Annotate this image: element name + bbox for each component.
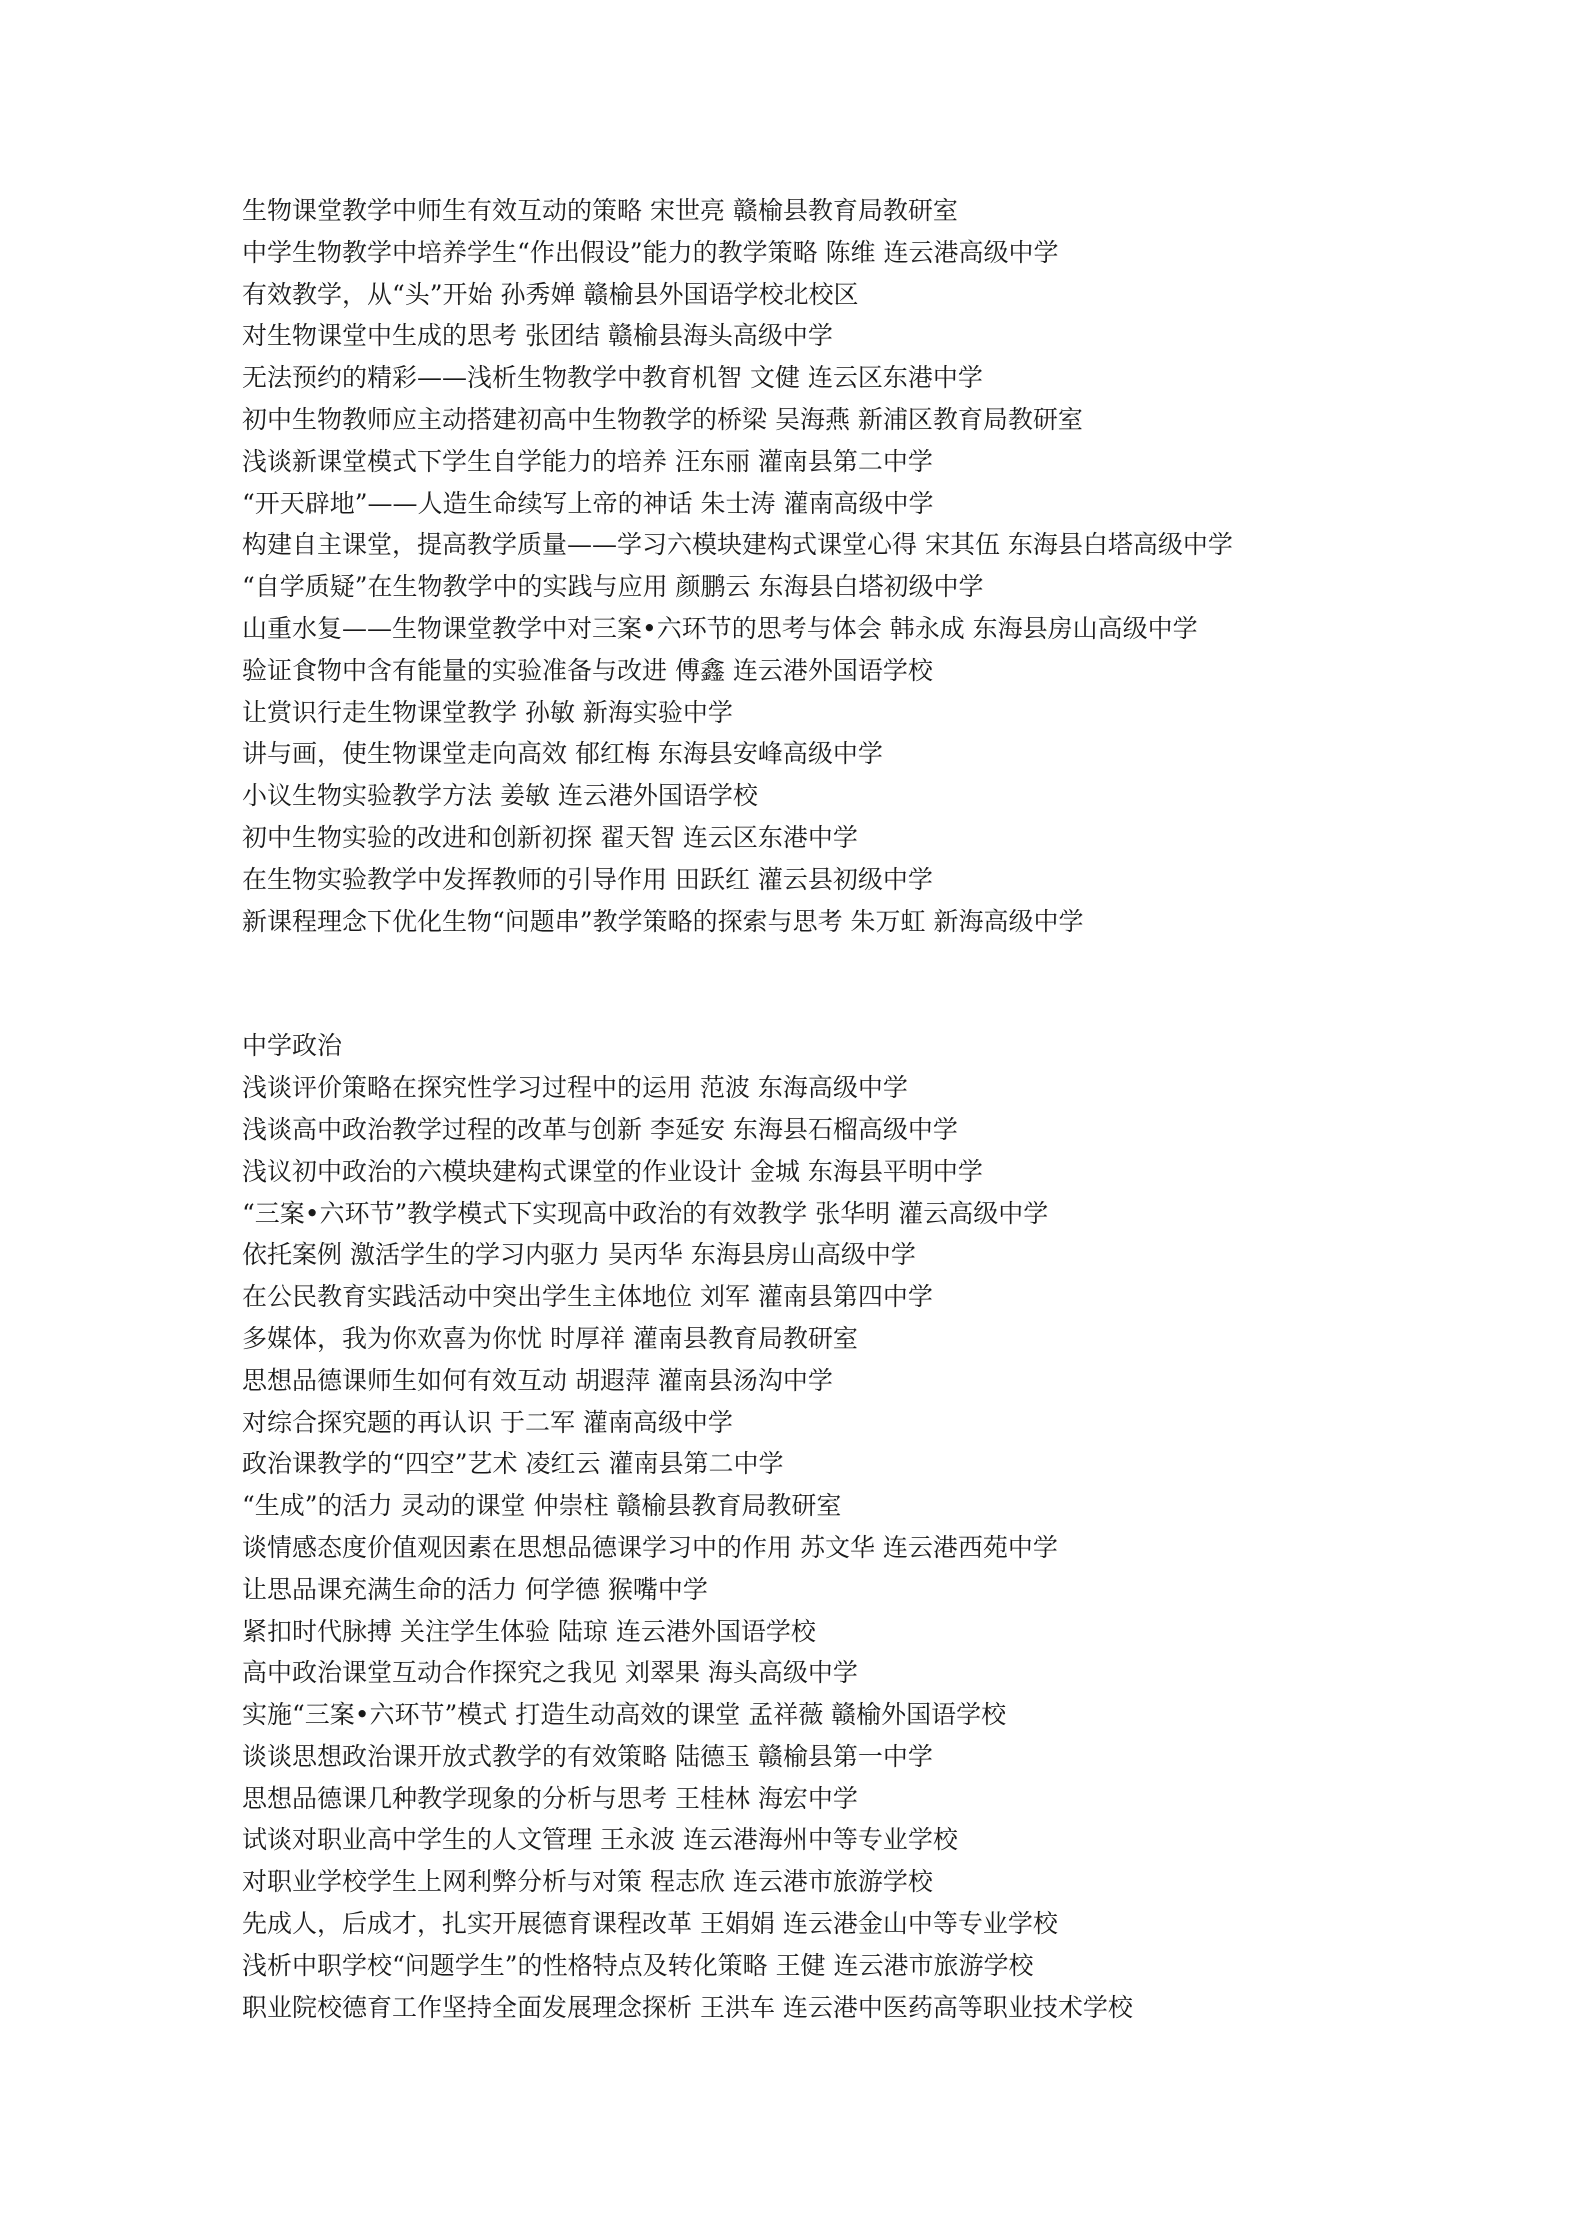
- list-item: 谈情感态度价值观因素在思想品德课学习中的作用 苏文华 连云港西苑中学: [242, 1532, 1058, 1562]
- list-item: 初中生物实验的改进和创新初探 翟天智 连云区东港中学: [242, 822, 858, 852]
- list-item: 小议生物实验教学方法 姜敏 连云港外国语学校: [242, 781, 758, 811]
- list-item: 让思品课充满生命的活力 何学德 猴嘴中学: [242, 1574, 708, 1604]
- list-item: 构建自主课堂，提高教学质量——学习六模块建构式课堂心得 宋其伍 东海县白塔高级中学: [242, 530, 1233, 560]
- list-item: 中学生物教学中培养学生“作出假设”能力的教学策略 陈维 连云港高级中学: [242, 237, 1059, 267]
- list-item: 新课程理念下优化生物“问题串”教学策略的探索与思考 朱万虹 新海高级中学: [242, 906, 1084, 936]
- list-item: 在公民教育实践活动中突出学生主体地位 刘军 灌南县第四中学: [242, 1282, 933, 1312]
- section-spacer: [242, 942, 1442, 1025]
- list-item: 政治课教学的“四空”艺术 凌红云 灌南县第二中学: [242, 1449, 784, 1479]
- list-item: “三案•六环节”教学模式下实现高中政治的有效教学 张华明 灌云高级中学: [242, 1198, 1049, 1228]
- list-item: 职业院校德育工作坚持全面发展理念探析 王洪车 连云港中医药高等职业技术学校: [242, 1992, 1133, 2022]
- document-page: [242, 190, 1442, 2028]
- list-item: 对生物课堂中生成的思考 张团结 赣榆县海头高级中学: [242, 321, 833, 351]
- list-item: 依托案例 激活学生的学习内驱力 吴丙华 东海县房山高级中学: [242, 1240, 916, 1270]
- list-item: 讲与画，使生物课堂走向高效 郁红梅 东海县安峰高级中学: [242, 739, 883, 769]
- list-item: “开天辟地”——人造生命续写上帝的神话 朱士涛 灌南高级中学: [242, 488, 934, 518]
- list-item: 浅谈评价策略在探究性学习过程中的运用 范波 东海高级中学: [242, 1073, 908, 1103]
- list-item: 思想品德课师生如何有效互动 胡遐萍 灌南县汤沟中学: [242, 1365, 833, 1395]
- list-item: 思想品德课几种教学现象的分析与思考 王桂林 海宏中学: [242, 1783, 858, 1813]
- list-item: 浅析中职学校“问题学生”的性格特点及转化策略 王健 连云港市旅游学校: [242, 1950, 1034, 1980]
- list-item: 紧扣时代脉搏 关注学生体验 陆琼 连云港外国语学校: [242, 1616, 816, 1646]
- list-item: 先成人，后成才，扎实开展德育课程改革 王娟娟 连云港金山中等专业学校: [242, 1909, 1058, 1939]
- list-item: “生成”的活力 灵动的课堂 仲崇柱 赣榆县教育局教研室: [242, 1491, 842, 1521]
- list-item: 有效教学，从“头”开始 孙秀婵 赣榆县外国语学校北校区: [242, 279, 859, 309]
- list-item: 浅谈新课堂模式下学生自学能力的培养 汪东丽 灌南县第二中学: [242, 446, 933, 476]
- list-item: 高中政治课堂互动合作探究之我见 刘翠果 海头高级中学: [242, 1658, 858, 1688]
- list-item: 初中生物教师应主动搭建初高中生物教学的桥梁 吴海燕 新浦区教育局教研室: [242, 404, 1083, 434]
- list-item: 生物课堂教学中师生有效互动的策略 宋世亮 赣榆县教育局教研室: [242, 196, 958, 225]
- list-item: 浅议初中政治的六模块建构式课堂的作业设计 金城 东海县平明中学: [242, 1156, 983, 1186]
- biology-article-list: [242, 190, 1442, 942]
- list-item: 对综合探究题的再认识 于二军 灌南高级中学: [242, 1407, 733, 1437]
- politics-article-list: [242, 1067, 1442, 2028]
- list-item: 多媒体，我为你欢喜为你忧 时厚祥 灌南县教育局教研室: [242, 1323, 858, 1353]
- list-item: 谈谈思想政治课开放式教学的有效策略 陆德玉 赣榆县第一中学: [242, 1741, 933, 1771]
- list-item: 浅谈高中政治教学过程的改革与创新 李延安 东海县石榴高级中学: [242, 1114, 958, 1144]
- list-item: 山重水复——生物课堂教学中对三案•六环节的思考与体会 韩永成 东海县房山高级中学: [242, 613, 1198, 643]
- list-item: “自学质疑”在生物教学中的实践与应用 颜鹏云 东海县白塔初级中学: [242, 572, 984, 602]
- list-item: 实施“三案•六环节”模式 打造生动高效的课堂 孟祥薇 赣榆外国语学校: [242, 1700, 1007, 1730]
- list-item: 让赏识行走生物课堂教学 孙敏 新海实验中学: [242, 697, 733, 727]
- list-item: 试谈对职业高中学生的人文管理 王永波 连云港海州中等专业学校: [242, 1825, 958, 1855]
- list-item: 无法预约的精彩——浅析生物教学中教育机智 文健 连云区东港中学: [242, 363, 983, 393]
- list-item: 对职业学校学生上网利弊分析与对策 程志欣 连云港市旅游学校: [242, 1867, 933, 1897]
- list-item: 验证食物中含有能量的实验准备与改进 傅鑫 连云港外国语学校: [242, 655, 933, 685]
- section-heading-politics: 中学政治: [242, 1031, 343, 1061]
- list-item: 在生物实验教学中发挥教师的引导作用 田跃红 灌云县初级中学: [242, 864, 933, 894]
